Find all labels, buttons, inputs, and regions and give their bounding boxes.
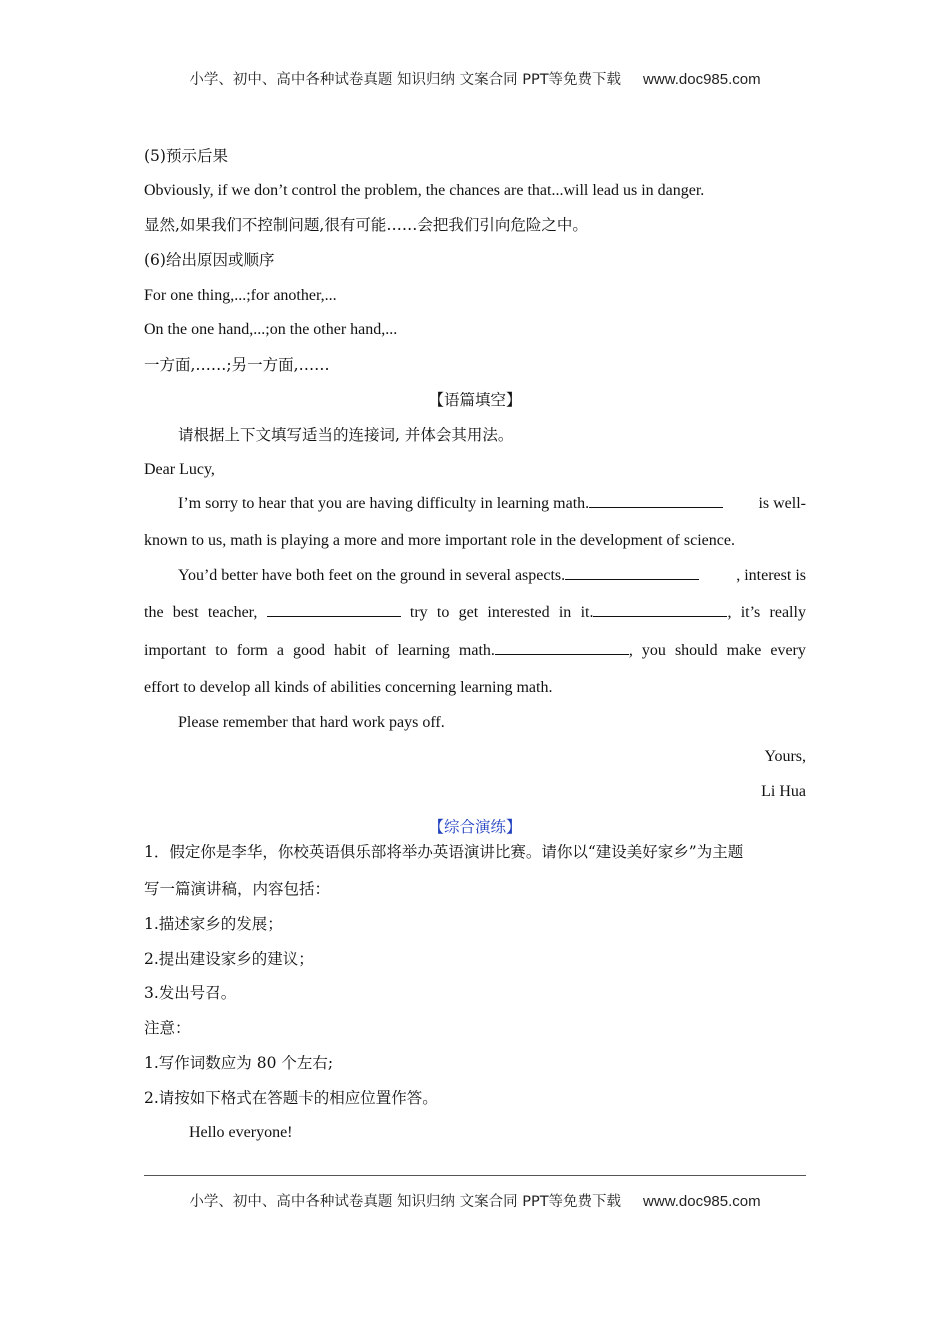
- word: the: [144, 604, 164, 621]
- word: interested: [487, 604, 550, 621]
- blank-2[interactable]: [565, 565, 699, 580]
- paragraph1-line2: known to us, math is playing a more and more important role in the development of science.: [144, 532, 735, 549]
- page-header: [0, 68, 950, 89]
- requirement-2: 2.提出建设家乡的建议；: [144, 950, 314, 968]
- word: habit: [334, 642, 367, 659]
- word: to: [215, 642, 228, 659]
- paragraph1-text: I’m sorry to hear that you are having difficulty in learning math.: [178, 495, 590, 512]
- paragraph1-text: is well-: [758, 495, 806, 512]
- word: get: [458, 604, 479, 621]
- speech-opening: Hello everyone!: [189, 1124, 293, 1141]
- section6-line2: On the one hand,...;on the other hand,...: [144, 321, 398, 338]
- footer-site-link[interactable]: www.doc985.com: [643, 1193, 761, 1210]
- question1-line1: 1．假定你是李华，你校英语俱乐部将举办英语演讲比赛。请你以“建设美好家乡”为主题: [144, 843, 744, 861]
- blank-1[interactable]: [589, 493, 723, 508]
- word: try: [409, 604, 428, 621]
- requirement-3: 3.发出号召。: [144, 984, 237, 1002]
- word: a: [276, 642, 284, 659]
- word: make: [726, 642, 762, 659]
- note-heading: 注意：: [144, 1019, 191, 1037]
- word: really: [769, 604, 806, 621]
- word: every: [770, 642, 806, 659]
- letter-greeting: Dear Lucy,: [144, 461, 215, 478]
- word: you: [641, 642, 666, 659]
- paragraph2-line2: [144, 602, 806, 624]
- section5-english: Obviously, if we don’t control the problem, the chances are that...will lead us in danger.: [144, 182, 705, 199]
- paragraph2-line3: [144, 640, 806, 662]
- paragraph3: Please remember that hard work pays off.: [178, 714, 445, 731]
- word: learning: [397, 642, 450, 659]
- section6-chinese: 一方面,……;另一方面,……: [144, 356, 330, 374]
- page-footer: [0, 1190, 950, 1211]
- word: form: [236, 642, 268, 659]
- question1-line2: 写一篇演讲稿，内容包括：: [144, 880, 331, 898]
- footer-text: 小学、初中、高中各种试卷真题 知识归纳 文案合同 PPT等免费下载: [189, 1194, 622, 1210]
- note-2: 2.请按如下格式在答题卡的相应位置作答。: [144, 1089, 438, 1107]
- paragraph1-line1: [144, 493, 806, 515]
- paragraph2-line1: [144, 565, 806, 587]
- cloze-title: 【语篇填空】: [428, 391, 522, 409]
- note-1: 1.写作词数应为 80 个左右;: [144, 1054, 334, 1072]
- word: good: [293, 642, 326, 659]
- word: should: [674, 642, 718, 659]
- word: best: [172, 604, 199, 621]
- footer-divider: [144, 1175, 806, 1176]
- paragraph2-line4: effort to develop all kinds of abilities concerning learning math.: [144, 679, 553, 696]
- word: to: [436, 604, 450, 621]
- letter-closing: Yours,: [764, 748, 806, 765]
- word: important: [144, 642, 207, 659]
- cloze-instruction: 请根据上下文填写适当的连接词, 并体会其用法。: [178, 426, 514, 444]
- section5-chinese: 显然,如果我们不控制问题,很有可能……会把我们引向危险之中。: [144, 216, 588, 234]
- word: it.: [580, 604, 594, 621]
- word: math.: [458, 642, 495, 659]
- requirement-1: 1.描述家乡的发展；: [144, 915, 283, 933]
- word: of: [375, 642, 389, 659]
- word: in: [558, 604, 572, 621]
- header-text: 小学、初中、高中各种试卷真题 知识归纳 文案合同 PPT等免费下载: [189, 72, 622, 88]
- blank-3[interactable]: [267, 602, 401, 617]
- section6-line1: For one thing,...;for another,...: [144, 287, 337, 304]
- practice-title: 【综合演练】: [428, 818, 522, 836]
- word: ,: [628, 642, 633, 659]
- paragraph2-text: , interest is: [736, 567, 806, 584]
- word: it’s: [740, 604, 761, 621]
- word: teacher,: [207, 604, 258, 621]
- word: ,: [727, 604, 732, 621]
- header-site-link[interactable]: www.doc985.com: [643, 71, 761, 88]
- letter-signature: Li Hua: [761, 783, 806, 800]
- blank-5[interactable]: [495, 640, 629, 655]
- paragraph2-text: You’d better have both feet on the ground in several aspects.: [178, 567, 566, 584]
- blank-4[interactable]: [593, 602, 727, 617]
- section6-heading: (6)给出原因或顺序: [144, 251, 275, 269]
- section5-heading: (5)预示后果: [144, 147, 228, 165]
